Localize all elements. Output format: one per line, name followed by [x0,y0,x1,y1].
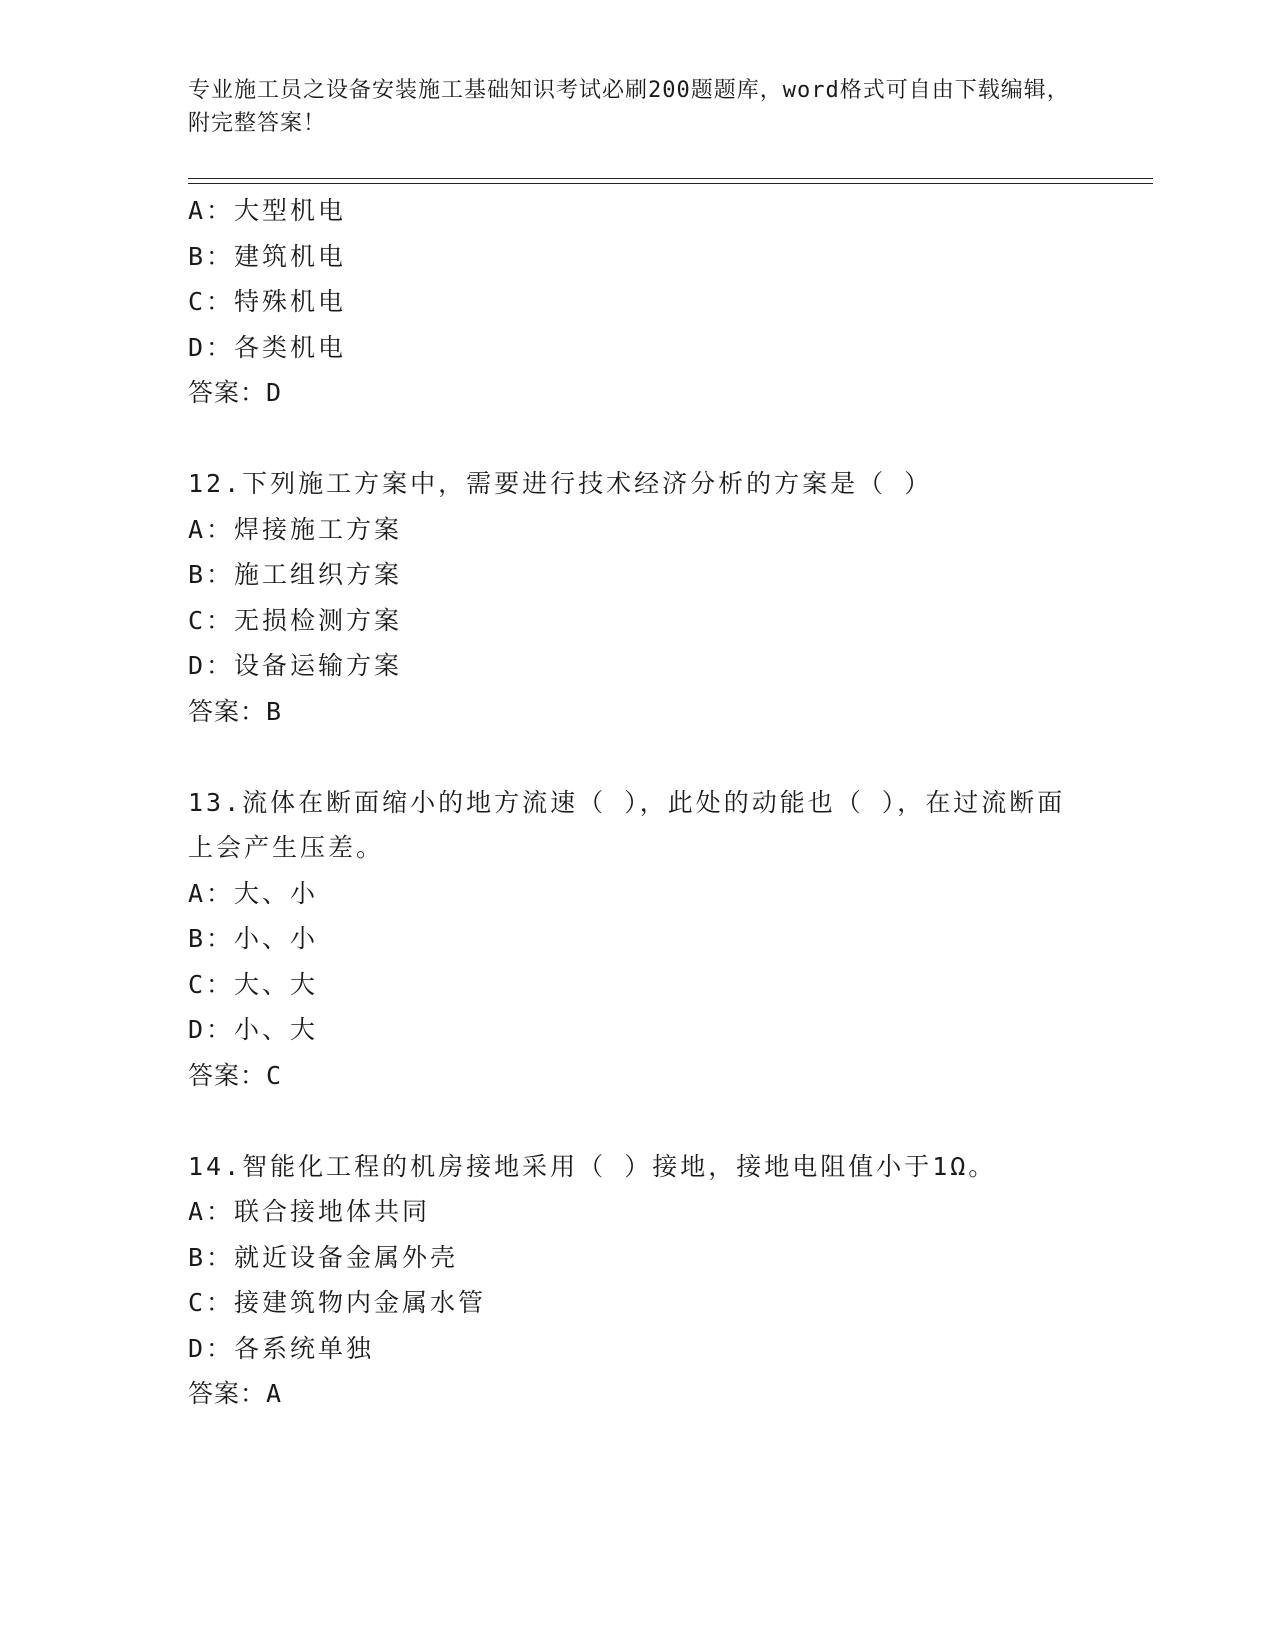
question-block-13 [188,780,1153,1099]
document-header: 专业施工员之设备安装施工基础知识考试必刷200题题库，word格式可自由下载编辑，附完整答案！ [188,78,1070,136]
question-list [188,188,1153,1417]
option-c: C：接建筑物内金属水管 [188,1288,487,1317]
question-block-11-continued [188,188,1153,416]
option-a: A：大型机电 [188,196,347,225]
answer-label: 答案：B [188,696,283,726]
option-c: C：无损检测方案 [188,605,403,635]
option-b: B：就近设备金属外壳 [188,1242,459,1272]
option-a: A：大、小 [188,878,319,908]
block-spacer [188,1098,1153,1144]
header-divider-bottom [188,183,1153,184]
option-d: D：小、大 [188,1015,319,1044]
block-spacer [188,734,1153,780]
question-text: 14.智能化工程的机房接地采用（ ）接地，接地电阻值小于1Ω。 [188,1151,997,1181]
option-c: C：特殊机电 [188,287,347,316]
question-text: 12.下列施工方案中，需要进行技术经济分析的方案是（ ） [188,469,933,498]
option-a: A：联合接地体共同 [188,1197,431,1226]
question-text: 13.流体在断面缩小的地方流速（ ），此处的动能也（ ），在过流断面上会产生压差。 [188,787,1066,862]
option-d: D：各类机电 [188,332,347,362]
option-b: B：建筑机电 [188,241,347,271]
option-d: D：各系统单独 [188,1333,375,1363]
question-block-12 [188,461,1153,734]
answer-label: 答案：A [188,1379,283,1408]
option-c: C：大、大 [188,969,319,999]
option-b: B：施工组织方案 [188,560,403,589]
block-spacer [188,416,1153,462]
header-divider-top [188,178,1153,179]
option-a: A：焊接施工方案 [188,514,403,544]
question-block-14 [188,1144,1153,1417]
answer-label: 答案：C [188,1060,283,1090]
option-d: D：设备运输方案 [188,651,403,680]
answer-label: 答案：D [188,378,283,407]
option-b: B：小、小 [188,924,319,953]
